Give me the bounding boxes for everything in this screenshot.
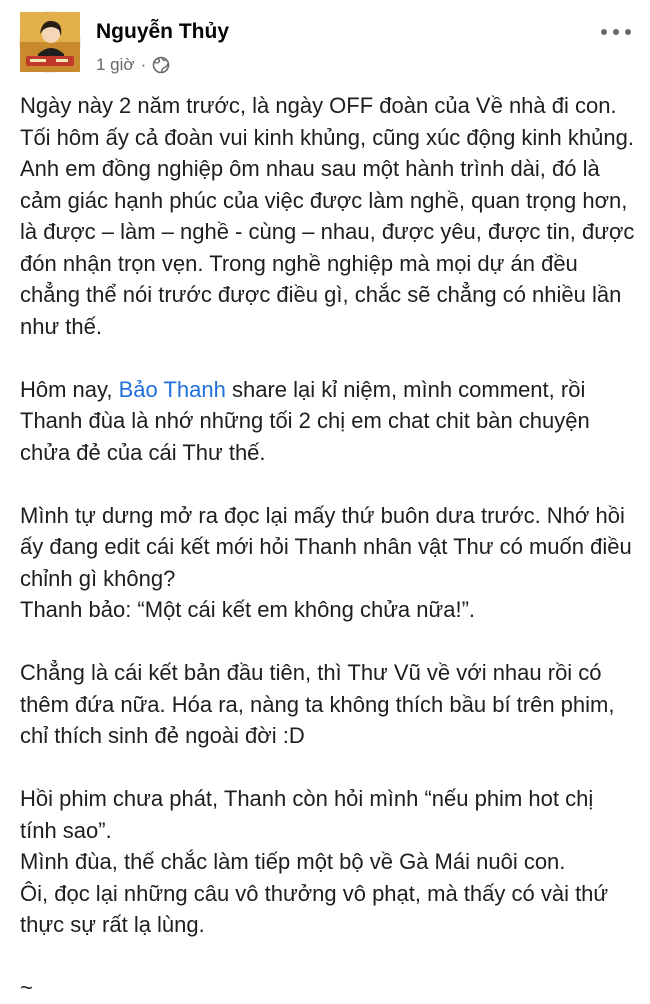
author-avatar[interactable] — [20, 12, 80, 72]
paragraph-text: Hôm nay, — [20, 376, 119, 402]
more-horizontal-icon — [598, 27, 634, 37]
post-content — [20, 90, 635, 1004]
post-paragraph: Chẳng là cái kết bản đầu tiên, thì Thư Vũ về với nhau rồi có thêm đứa nữa. Hóa ra, nàng ta không thích bầu bí trên phim, chỉ thích sinh đẻ ngoài đời :D — [20, 660, 615, 748]
globe-icon[interactable] — [152, 56, 170, 74]
mention-link[interactable]: Bảo Thanh — [118, 376, 226, 402]
post-paragraph: Mình tự dưng mở ra đọc lại mấy thứ buôn dưa trước. Nhớ hồi ấy đang edit cái kết mới hỏi Thanh nhân vật Thư có muốn điều chỉnh gì không? Thanh bảo: “Một cái kết em không chửa nữa!”. — [20, 502, 632, 622]
post-paragraph-tilde: ~ — [20, 975, 33, 1000]
meta-separator: · — [140, 55, 147, 74]
post-header — [0, 0, 650, 90]
author-name[interactable]: Nguyễn Thủy — [96, 20, 230, 43]
more-options-button[interactable] — [598, 20, 634, 44]
profile-photo-icon — [20, 12, 80, 72]
post-paragraph: Ngày này 2 năm trước, là ngày OFF đoàn của Về nhà đi con. Tối hôm ấy cả đoàn vui kinh khủng, cũng xúc động kinh khủng. Anh em đồng nghiệp ôm nhau sau một hành trình dài, đó là cảm giác hạnh phúc của việc được làm nghề, quan trọng hơn, là được – làm – nghề - cùng – nhau, được yêu, được tin, được đón nhận trọn vẹn. Trong nghề nghiệp mà mọi dự án đều chẳng thể nói trước được điều gì, chắc sẽ chẳng có nhiều lần như thế. — [20, 93, 635, 339]
post-time[interactable]: 1 giờ — [96, 55, 135, 74]
paragraph-text: share lại kỉ niệm, mình comment, rồi Thanh đùa là nhớ những tối 2 chị em chat chit bàn chuyện chửa đẻ của cái Thư thế. — [20, 376, 590, 465]
post-meta — [96, 53, 170, 77]
post-paragraph: Hồi phim chưa phát, Thanh còn hỏi mình “nếu phim hot chị tính sao”. Mình đùa, thế chắc làm tiếp một bộ về Gà Mái nuôi con. Ôi, đọc lại những câu vô thưởng vô phạt, mà thấy có vài thứ thực sự rất lạ lùng. — [20, 786, 609, 937]
post-paragraph — [20, 374, 635, 469]
